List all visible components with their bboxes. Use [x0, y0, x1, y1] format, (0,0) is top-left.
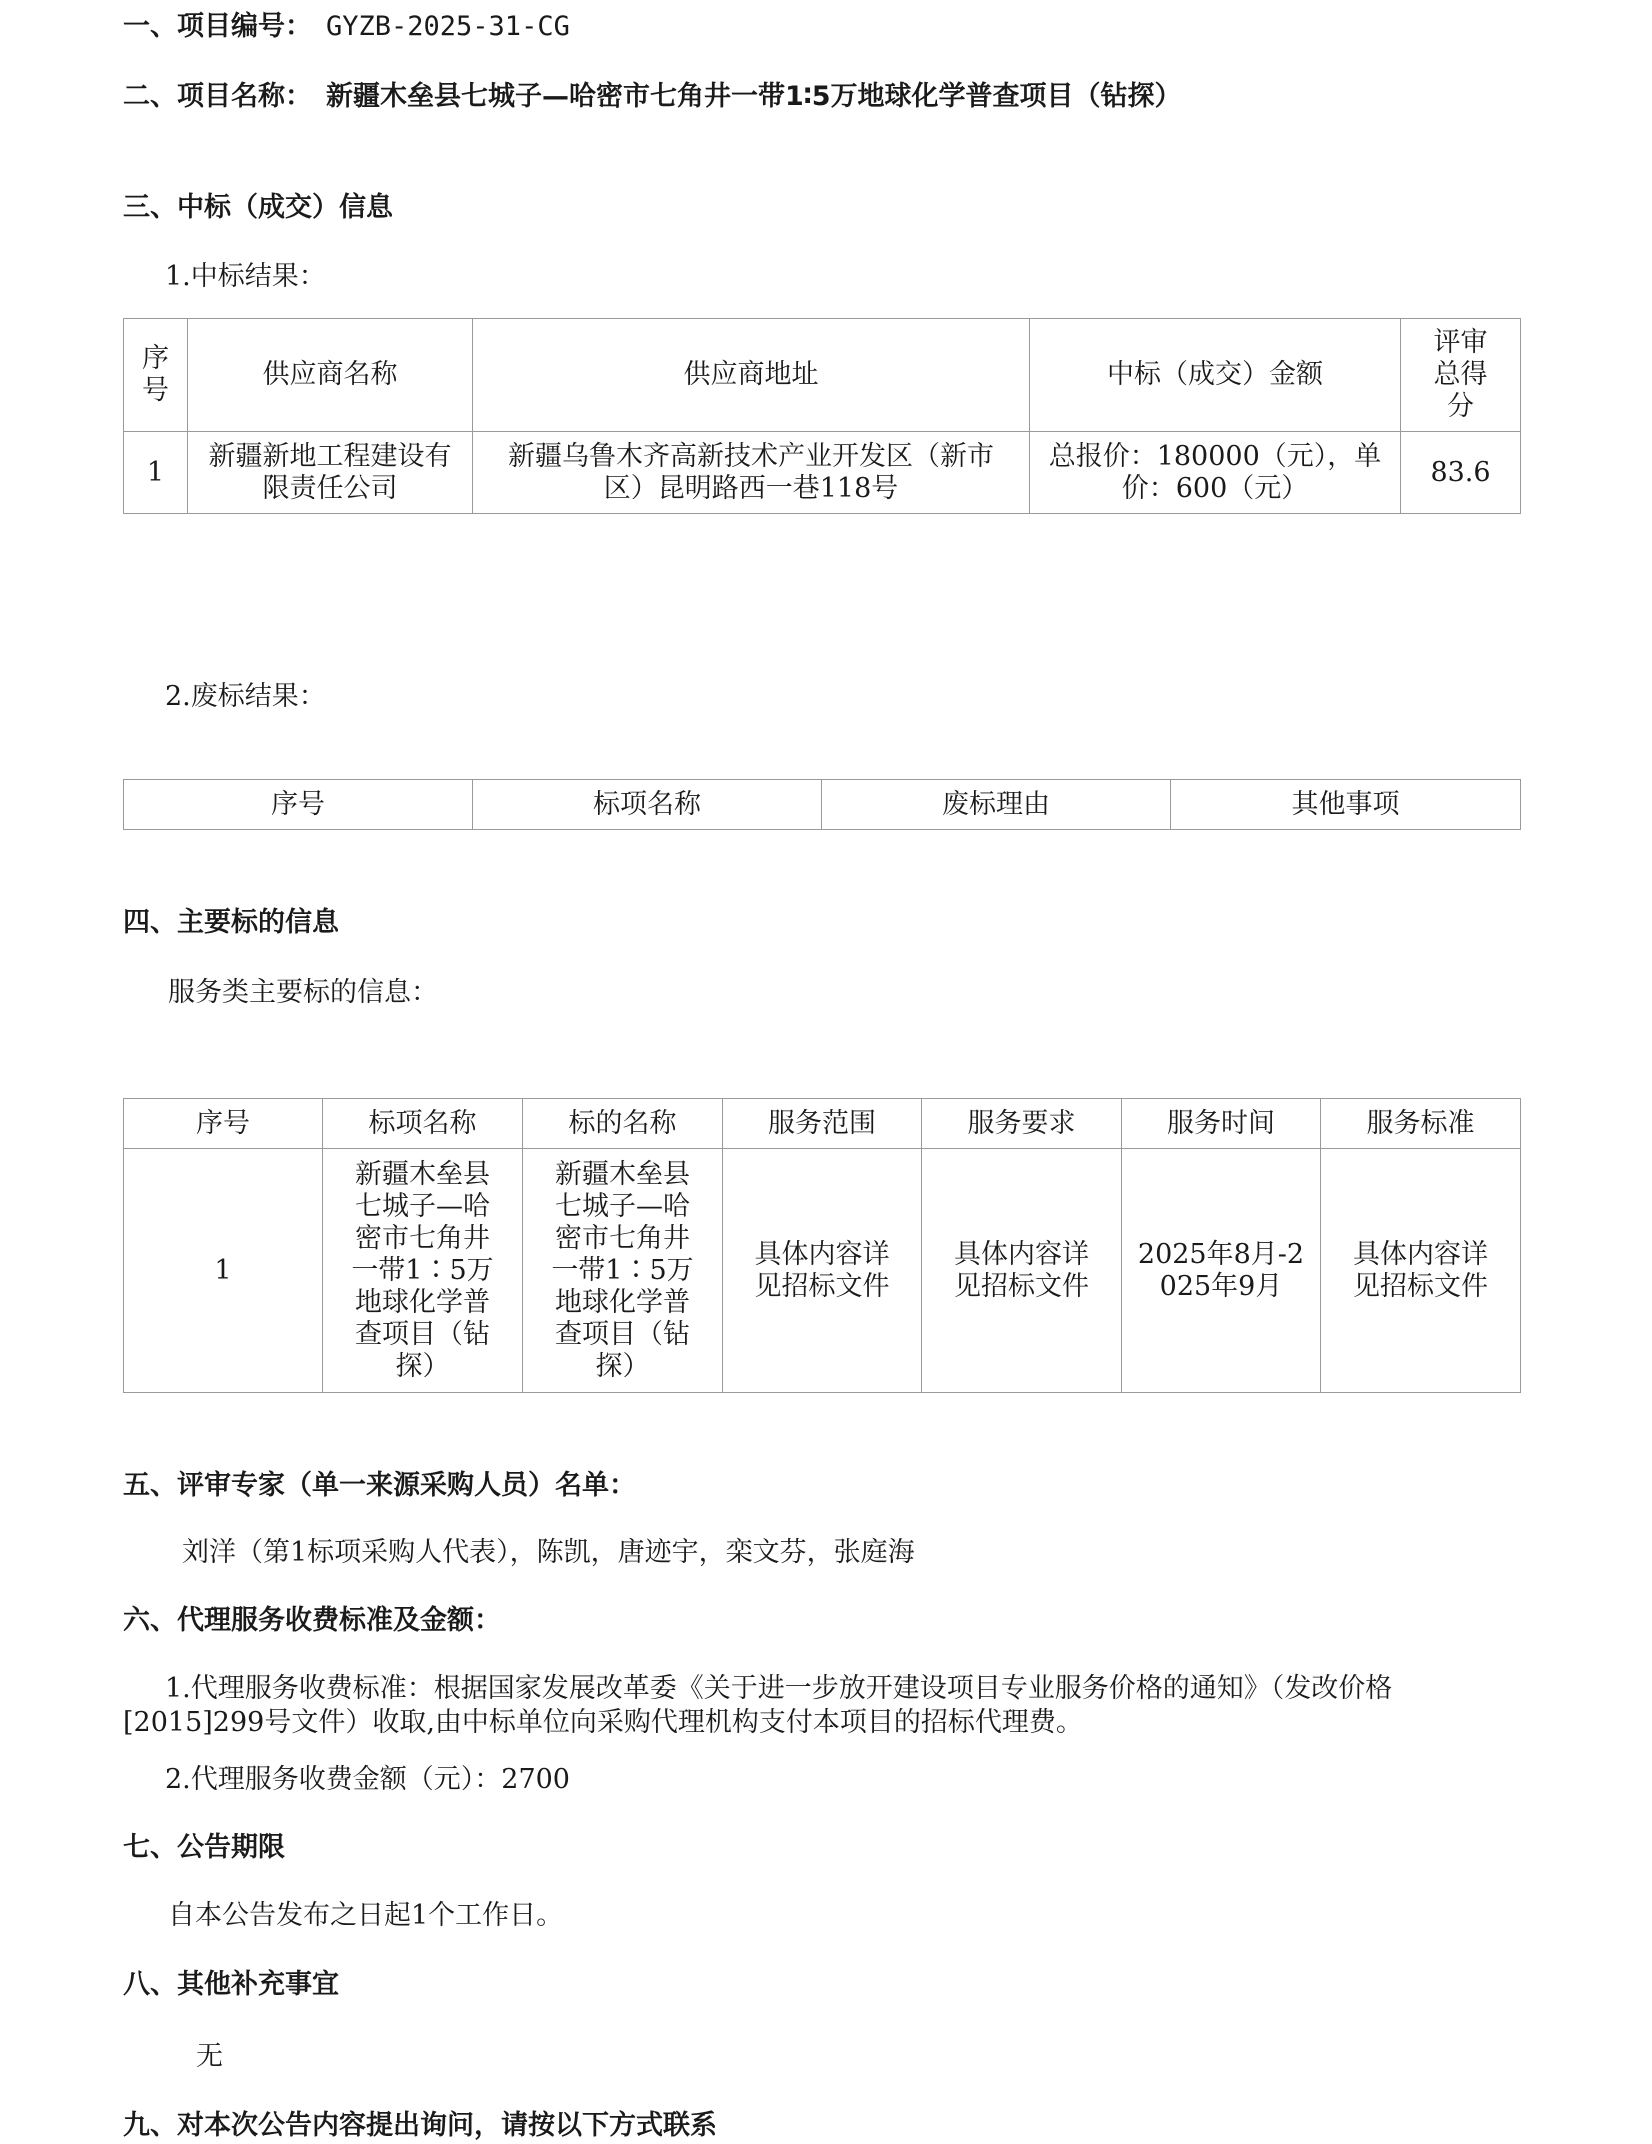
project-name-heading: [123, 74, 1182, 113]
service-subject-table: [123, 1098, 1521, 1393]
reject-header-other: 其他事项: [1171, 780, 1521, 830]
reject-header-reason: 废标理由: [822, 780, 1171, 830]
service-header-standard: 服务标准: [1321, 1099, 1521, 1149]
other-matters-heading: 八、其他补充事宜: [123, 1969, 339, 2000]
project-name-label: 二、项目名称：: [123, 81, 312, 112]
service-cell-time: 2025年8月-2025年9月: [1122, 1149, 1321, 1393]
service-header-subject-name: 标的名称: [523, 1099, 723, 1149]
service-cell-subject-name: 新疆木垒县七城子—哈密市七角井一带1∶5万地球化学普查项目（钻探）: [523, 1149, 723, 1393]
service-table-header-row: [124, 1099, 1521, 1149]
award-info-heading: 三、中标（成交）信息: [123, 192, 393, 223]
award-result-table: [123, 318, 1521, 514]
award-result-subheading: 1.中标结果：: [165, 261, 326, 292]
service-cell-lot-name: 新疆木垒县七城子—哈密市七角井一带1∶5万地球化学普查项目（钻探）: [323, 1149, 523, 1393]
award-cell-address: 新疆乌鲁木齐高新技术产业开发区（新市区）昆明路西一巷118号: [473, 432, 1030, 514]
service-subject-subheading: 服务类主要标的信息：: [168, 977, 438, 1008]
service-cell-index: 1: [124, 1149, 323, 1393]
project-name-value: 新疆木垒县七城子—哈密市七角井一带1∶5万地球化学普查项目（钻探）: [326, 81, 1182, 112]
award-header-supplier: 供应商名称: [188, 319, 473, 432]
award-cell-supplier: 新疆新地工程建设有限责任公司: [188, 432, 473, 514]
award-header-amount: 中标（成交）金额: [1030, 319, 1401, 432]
project-number-value: GYZB-2025-31-CG: [326, 11, 570, 42]
notice-period-heading: 七、公告期限: [123, 1832, 285, 1863]
main-subject-heading: 四、主要标的信息: [123, 907, 339, 938]
award-table-row: [124, 432, 1521, 514]
award-header-address: 供应商地址: [473, 319, 1030, 432]
project-number-label: 一、项目编号：: [123, 11, 312, 42]
notice-period-text: 自本公告发布之日起1个工作日。: [168, 1900, 564, 1931]
service-header-lot-name: 标项名称: [323, 1099, 523, 1149]
service-cell-standard: 具体内容详见招标文件: [1321, 1149, 1521, 1393]
award-header-score: 评审总得分: [1401, 319, 1521, 432]
agency-fee-amount: 2.代理服务收费金额（元）：2700: [165, 1764, 570, 1795]
expert-list-heading: 五、评审专家（单一来源采购人员）名单：: [123, 1470, 636, 1501]
service-table-row: [124, 1149, 1521, 1393]
project-number-heading: [123, 4, 570, 43]
service-header-index: 序号: [124, 1099, 323, 1149]
reject-table-header-row: [124, 780, 1521, 830]
reject-result-table: [123, 779, 1521, 830]
service-header-scope: 服务范围: [723, 1099, 922, 1149]
reject-result-subheading: 2.废标结果：: [165, 681, 326, 712]
service-header-requirement: 服务要求: [922, 1099, 1122, 1149]
service-cell-requirement: 具体内容详见招标文件: [922, 1149, 1122, 1393]
reject-header-index: 序号: [124, 780, 473, 830]
agency-fee-heading: 六、代理服务收费标准及金额：: [123, 1605, 501, 1636]
award-cell-amount: 总报价：180000（元），单价：600（元）: [1030, 432, 1401, 514]
agency-fee-standard-line2: [2015]299号文件）收取,由中标单位向采购代理机构支付本项目的招标代理费。: [123, 1707, 1083, 1738]
agency-fee-standard-line1: 1.代理服务收费标准：根据国家发展改革委《关于进一步放开建设项目专业服务价格的通知》（发改价格: [165, 1673, 1393, 1704]
award-table-header-row: [124, 319, 1521, 432]
award-cell-score: 83.6: [1401, 432, 1521, 514]
expert-list-text: 刘洋（第1标项采购人代表），陈凯，唐迹宇，栾文芬，张庭海: [182, 1537, 915, 1568]
service-header-time: 服务时间: [1122, 1099, 1321, 1149]
award-header-index: 序号: [124, 319, 188, 432]
award-cell-index: 1: [124, 432, 188, 514]
service-cell-scope: 具体内容详见招标文件: [723, 1149, 922, 1393]
other-matters-text: 无: [196, 2041, 223, 2072]
reject-header-lot-name: 标项名称: [473, 780, 822, 830]
inquiry-contact-heading: 九、对本次公告内容提出询问，请按以下方式联系: [123, 2110, 717, 2141]
